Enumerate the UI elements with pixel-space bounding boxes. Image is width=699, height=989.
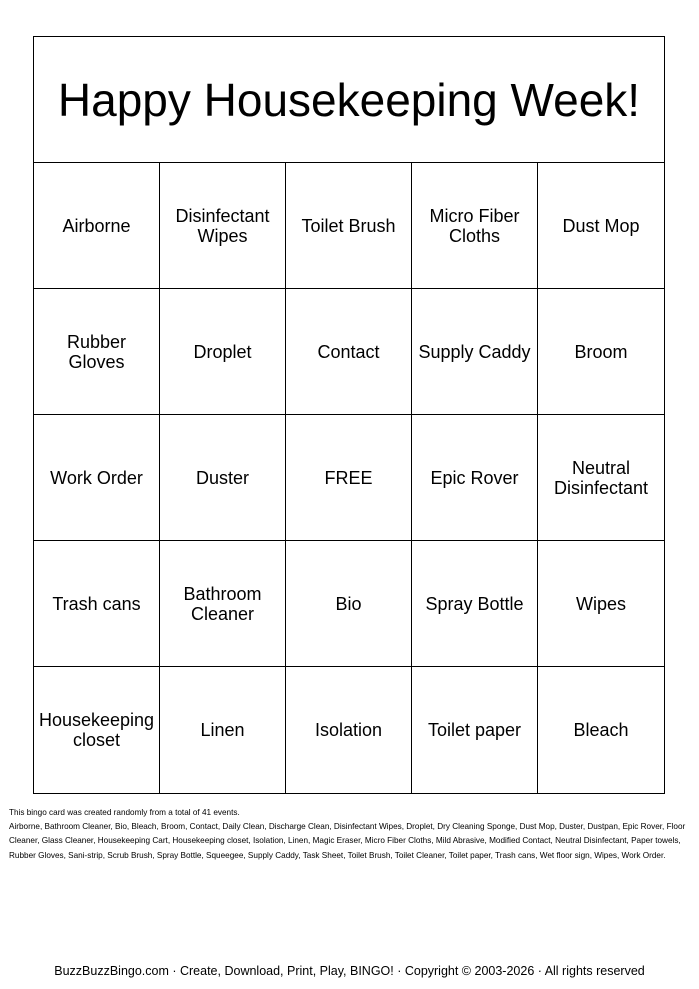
bingo-cell[interactable]: Bathroom Cleaner — [160, 541, 286, 667]
bingo-cell[interactable]: Wipes — [538, 541, 664, 667]
bingo-cell[interactable]: Droplet — [160, 289, 286, 415]
bingo-cell[interactable]: Isolation — [286, 667, 412, 793]
bingo-cell[interactable]: Broom — [538, 289, 664, 415]
bingo-cell[interactable]: Neutral Disinfectant — [538, 415, 664, 541]
bingo-cell[interactable]: Work Order — [34, 415, 160, 541]
bingo-card — [33, 36, 665, 794]
card-title: Happy Housekeeping Week! — [34, 37, 664, 163]
bingo-cell[interactable]: Disinfectant Wipes — [160, 163, 286, 289]
bingo-cell[interactable]: Bio — [286, 541, 412, 667]
bingo-cell[interactable]: Duster — [160, 415, 286, 541]
bingo-cell[interactable]: Linen — [160, 667, 286, 793]
bingo-cell[interactable]: Dust Mop — [538, 163, 664, 289]
bingo-cell[interactable]: Housekeeping closet — [34, 667, 160, 793]
bingo-grid — [34, 163, 664, 793]
bingo-cell[interactable]: Spray Bottle — [412, 541, 538, 667]
bingo-cell[interactable]: Toilet paper — [412, 667, 538, 793]
event-list: Airborne, Bathroom Cleaner, Bio, Bleach, Broom, Contact, Daily Clean, Discharge Clean, Disinfectant Wipes, Droplet, Dry Cleaning Sponge, Dust Mop, Duster, Dustpan, Epic Rover, Floor Cleaner, Glass Cleaner, Housekeeping Cart, Housekeeping closet, Isolation, Linen, Magic Eraser, Micro Fiber Cloths, Mild Abrasive, Modified Contact, Neutral Disinfectant, Paper towels, Rubber Gloves, Sani-strip, Scrub Brush, Spray Bottle, Squeegee, Supply Caddy, Task Sheet, Toilet Brush, Toilet Cleaner, Toilet paper, Trash cans, Wet floor sign, Wipes, Work Order. — [9, 822, 686, 860]
card-notes — [9, 806, 691, 863]
bingo-cell[interactable]: Bleach — [573, 720, 629, 740]
bingo-cell[interactable]: Epic Rover — [412, 415, 538, 541]
bingo-cell[interactable]: Contact — [286, 289, 412, 415]
bingo-cell[interactable]: Toilet Brush — [286, 163, 412, 289]
bingo-cell[interactable]: Trash cans — [34, 541, 160, 667]
free-cell[interactable]: FREE — [286, 415, 412, 541]
bingo-cell[interactable]: Rubber Gloves — [34, 289, 160, 415]
bingo-cell[interactable]: Supply Caddy — [412, 289, 538, 415]
notes-intro: This bingo card was created randomly from a total of 41 events. — [9, 808, 240, 817]
page-footer: BuzzBuzzBingo.com · Create, Download, Print, Play, BINGO! · Copyright © 2003-2026 · All rights reserved — [54, 964, 645, 978]
bingo-cell[interactable]: Micro Fiber Cloths — [412, 163, 538, 289]
bingo-cell[interactable]: Airborne — [34, 163, 160, 289]
